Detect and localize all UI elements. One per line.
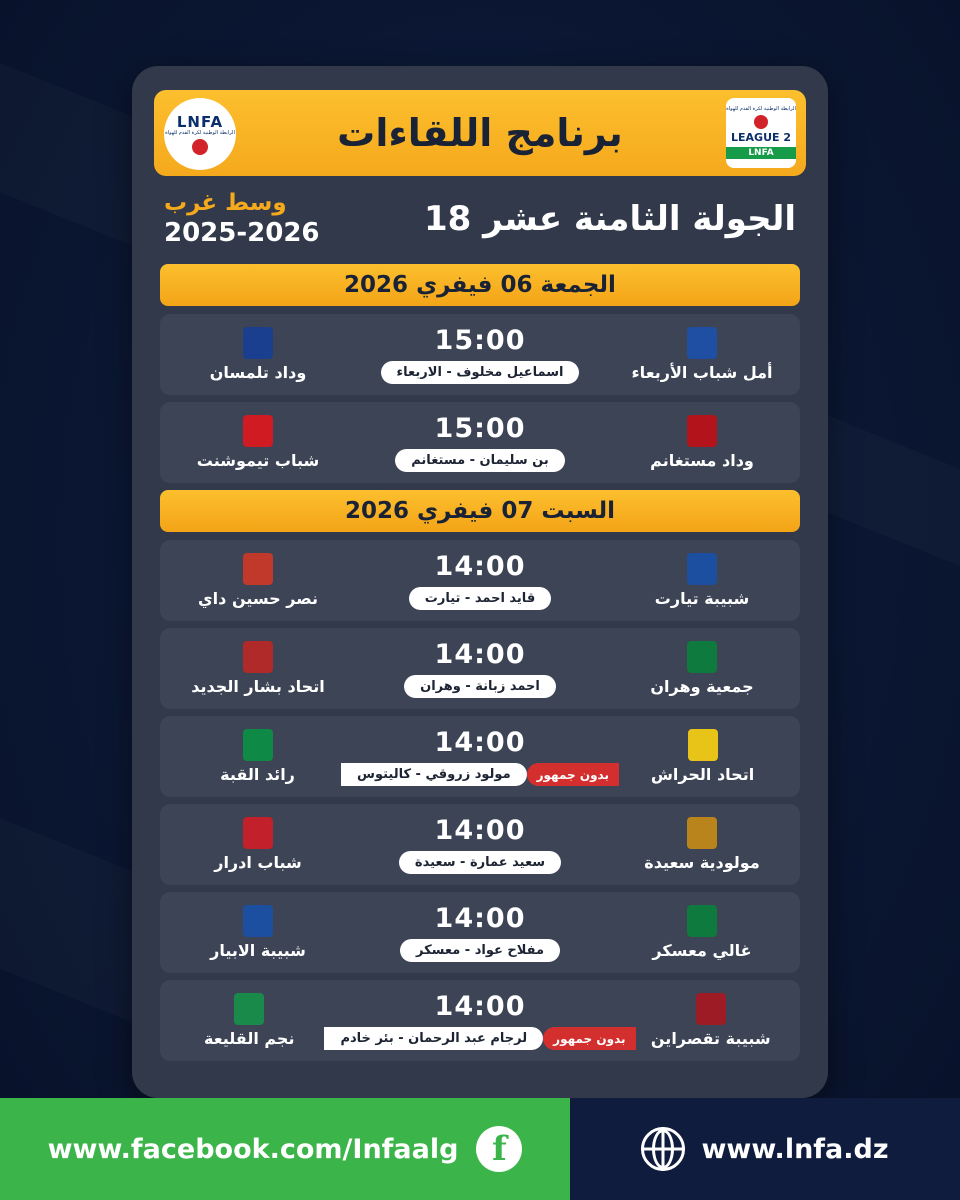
crest-asa — [687, 327, 717, 359]
venue-label: مولود زروقي - كاليتوس — [341, 763, 527, 786]
match-row — [160, 804, 800, 885]
home-team — [636, 993, 786, 1048]
away-team-name: رائد القبة — [220, 765, 295, 784]
match-time: 14:00 — [434, 639, 526, 670]
region-label: وسط غرب — [164, 190, 287, 216]
match-row — [160, 980, 800, 1061]
crest-rck — [243, 729, 273, 761]
venue-wrap — [399, 851, 561, 874]
footer — [0, 1098, 960, 1200]
crest-wam — [687, 415, 717, 447]
subheader — [154, 176, 806, 258]
home-team — [618, 817, 786, 872]
match-center — [342, 903, 618, 962]
match-row — [160, 716, 800, 797]
lnfa-logo-subtext: الرابطة الوطنية لكرة القدم للهواة — [165, 130, 235, 137]
season-label: 2025-2026 — [164, 218, 320, 248]
venue-wrap — [409, 587, 551, 610]
home-team — [619, 729, 786, 784]
home-team-name: غالي معسكر — [652, 941, 752, 960]
away-team — [174, 553, 342, 608]
facebook-url[interactable]: www.facebook.com/Infaalg — [47, 1133, 459, 1165]
home-team — [618, 905, 786, 960]
venue-wrap — [395, 449, 565, 472]
match-row — [160, 402, 800, 483]
header-banner — [154, 90, 806, 176]
page-title: برنامج اللقاءات — [337, 111, 623, 155]
lnfa-logo-text: LNFA — [176, 113, 224, 132]
venue-label: سعيد عمارة - سعيدة — [399, 851, 561, 874]
crest-aso — [687, 641, 717, 673]
date-bar: السبت 07 فيفري 2026 — [160, 490, 800, 532]
home-team — [618, 327, 786, 382]
crest-nahd — [243, 553, 273, 585]
away-team — [174, 729, 341, 784]
away-team-name: شبيبة الابيار — [210, 941, 306, 960]
footer-facebook-block — [0, 1098, 570, 1200]
match-center — [341, 727, 619, 786]
home-team-name: وداد مستغانم — [650, 451, 754, 470]
venue-label: احمد زبانة - وهران — [404, 675, 556, 698]
away-team — [174, 817, 342, 872]
away-team-name: نصر حسين داي — [198, 589, 318, 608]
match-center — [342, 815, 618, 874]
globe-icon — [641, 1127, 685, 1171]
home-team — [618, 553, 786, 608]
date-bar: الجمعة 06 فيفري 2026 — [160, 264, 800, 306]
match-row — [160, 314, 800, 395]
no-fans-badge: بدون جمهور — [543, 1027, 635, 1050]
days-container — [154, 264, 806, 1061]
crest-ush — [688, 729, 718, 761]
away-team — [174, 327, 342, 382]
away-team-name: شباب ادرار — [214, 853, 302, 872]
venue-wrap — [341, 763, 619, 786]
website-url[interactable]: www.lnfa.dz — [701, 1133, 889, 1165]
venue-wrap — [404, 675, 556, 698]
venue-label: مفلاح عواد - معسكر — [400, 939, 560, 962]
away-team — [174, 641, 342, 696]
match-center — [342, 413, 618, 472]
away-team-name: شباب تيموشنت — [196, 451, 320, 470]
round-title: الجولة الثامنة عشر 18 — [423, 199, 796, 239]
crest-wat — [243, 327, 273, 359]
home-team-name: أمل شباب الأربعاء — [631, 363, 773, 382]
home-team — [618, 641, 786, 696]
match-time: 14:00 — [434, 991, 526, 1022]
footer-divider — [932, 1098, 960, 1200]
match-time: 14:00 — [434, 815, 526, 846]
venue-wrap — [324, 1027, 635, 1050]
schedule-card — [132, 66, 828, 1098]
away-team-name: نجم القليعة — [204, 1029, 295, 1048]
crest-nrk — [234, 993, 264, 1025]
away-team — [174, 993, 324, 1048]
region-season-block — [164, 190, 320, 248]
match-time: 14:00 — [434, 903, 526, 934]
no-fans-badge: بدون جمهور — [527, 763, 619, 786]
match-center — [342, 325, 618, 384]
venue-label: اسماعيل مخلوف - الاربعاء — [381, 361, 580, 384]
home-team-name: اتحاد الحراش — [650, 765, 755, 784]
venue-wrap — [381, 361, 580, 384]
league2-logo-bottom-text: LNFA — [726, 147, 796, 159]
match-center — [342, 639, 618, 698]
home-team — [618, 415, 786, 470]
away-team-name: وداد تلمسان — [209, 363, 307, 382]
venue-wrap — [400, 939, 560, 962]
football-icon — [754, 115, 768, 129]
match-row — [160, 628, 800, 709]
footer-website-block — [570, 1098, 960, 1200]
match-row — [160, 540, 800, 621]
crest-gcm — [687, 905, 717, 937]
away-team — [174, 905, 342, 960]
match-row — [160, 892, 800, 973]
crest-jst2 — [696, 993, 726, 1025]
venue-label: بن سليمان - مستغانم — [395, 449, 565, 472]
crest-jsmb — [243, 905, 273, 937]
home-team-name: جمعية وهران — [650, 677, 754, 696]
crest-jst — [687, 553, 717, 585]
crest-usbj — [243, 641, 273, 673]
venue-label: لرجام عبد الرحمان - بئر خادم — [324, 1027, 543, 1050]
league2-logo-top-text: الرابطة الوطنية لكرة القدم للهواة — [726, 106, 796, 113]
facebook-icon: f — [476, 1126, 522, 1172]
home-team-name: شبيبة تيارت — [654, 589, 750, 608]
match-time: 14:00 — [434, 551, 526, 582]
crest-msaida — [687, 817, 717, 849]
match-time: 14:00 — [434, 727, 526, 758]
away-team — [174, 415, 342, 470]
lnfa-logo — [164, 98, 236, 170]
match-time: 15:00 — [434, 413, 526, 444]
crest-cbt — [243, 415, 273, 447]
venue-label: قايد احمد - تيارت — [409, 587, 551, 610]
home-team-name: شبيبة تقصراين — [650, 1029, 771, 1048]
away-team-name: اتحاد بشار الجديد — [191, 677, 325, 696]
home-team-name: مولودية سعيدة — [644, 853, 760, 872]
league2-logo — [726, 98, 796, 168]
crest-cba — [243, 817, 273, 849]
football-icon — [192, 139, 208, 155]
league2-logo-mid-text: LEAGUE 2 — [731, 130, 791, 144]
match-center — [342, 551, 618, 610]
match-time: 15:00 — [434, 325, 526, 356]
match-center — [324, 991, 635, 1050]
